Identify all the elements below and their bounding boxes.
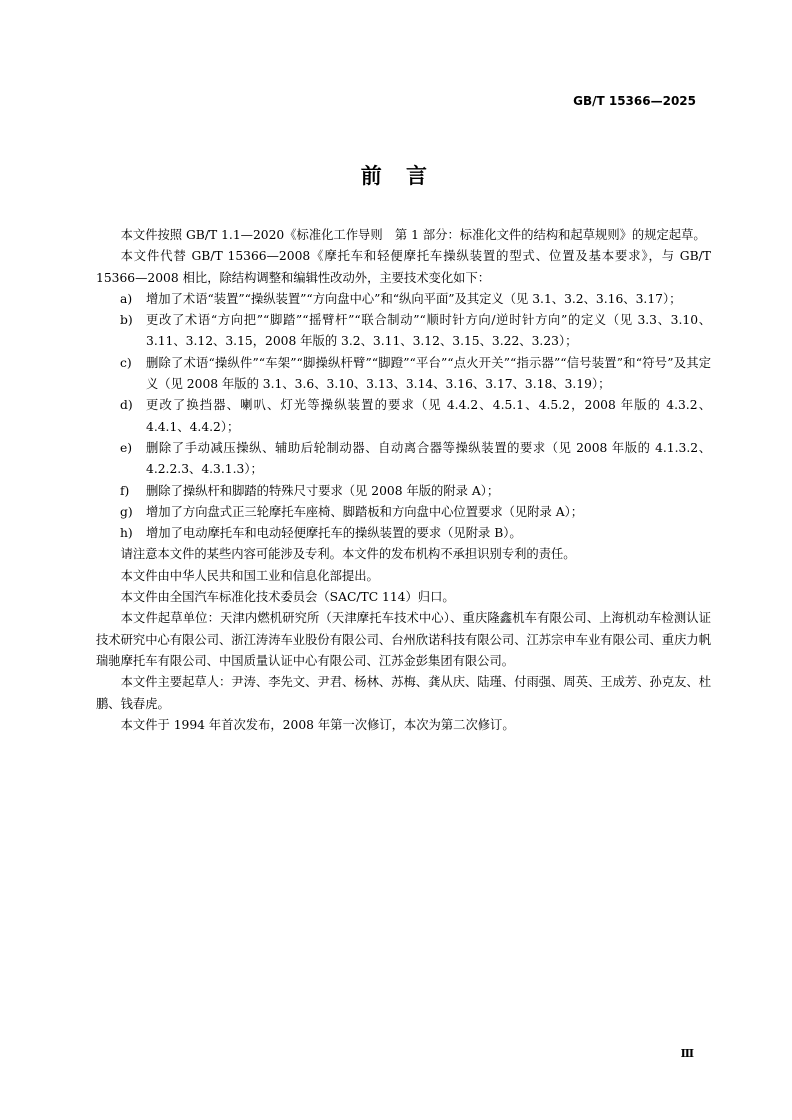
list-item	[120, 523, 711, 544]
list-item-text: 增加了术语“装置”“操纵装置”“方向盘中心”和“纵向平面”及其定义（见 3.1、3.2、3.16、3.17）；	[146, 291, 682, 306]
page-number: Ⅲ	[680, 1047, 694, 1060]
list-item-text: 增加了方向盘式正三轮摩托车座椅、脚踏板和方向盘中心位置要求（见附录 A）；	[146, 504, 584, 519]
paragraph-drafting-units: 本文件起草单位：天津内燃机研究所（天津摩托车技术中心）、重庆隆鑫机车有限公司、上海机动车检测认证技术研究中心有限公司、浙江涛涛车业股份有限公司、台州欣诺科技有限公司、江苏宗申车业有限公司、重庆力帆瑞驰摩托车有限公司、中国质量认证中心有限公司、江苏金彭集团有限公司。	[96, 611, 711, 668]
list-marker: g)	[120, 504, 133, 519]
changes-list	[96, 289, 711, 545]
list-item-text: 更改了术语“方向把”“脚踏”“摇臂杆”“联合制动”“顺时针方向/逆时针方向”的定义（见 3.3、3.10、3.11、3.12、3.15，2008 年版的 3.2、3.11、3.12、3.15、3.22、3.23）；	[146, 313, 711, 349]
paragraph-history: 本文件于 1994 年首次发布，2008 年第一次修订，本次为第二次修订。	[120, 717, 515, 732]
list-item-text: 删除了术语“操纵件”“车架”“脚操纵杆臂”“脚蹬”“平台”“点火开关”“指示器”“信号装置”和“符号”及其定义（见 2008 年版的 3.1、3.6、3.10、3.13、3.14、3.16、3.17、3.18、3.19）；	[146, 355, 711, 392]
page-title	[0, 160, 792, 190]
list-item-text: 删除了操纵杆和脚踏的特殊尺寸要求（见 2008 年版的附录 A）；	[146, 483, 500, 498]
list-item-text: 更改了换挡器、喇叭、灯光等操纵装置的要求（见 4.4.2、4.5.1、4.5.2，2008 年版的 4.3.2、4.4.1、4.4.2）；	[146, 398, 711, 434]
list-marker: c)	[120, 355, 132, 370]
list-item	[120, 289, 711, 310]
list-marker: f)	[120, 483, 130, 498]
list-item-text: 删除了手动减压操纵、辅助后轮制动器、自动离合器等操纵装置的要求（见 2008 年版的 4.1.3.2、4.2.2.3、4.3.1.3）；	[146, 440, 711, 477]
paragraph-proposer: 本文件由中华人民共和国工业和信息化部提出。	[120, 568, 379, 583]
paragraph-patent-notice: 请注意本文件的某些内容可能涉及专利。本文件的发布机构不承担识别专利的责任。	[120, 547, 576, 562]
list-marker: e)	[120, 440, 133, 455]
title-char-1: 前	[360, 164, 386, 188]
list-item	[120, 438, 711, 481]
list-item	[120, 395, 711, 438]
list-item	[120, 353, 711, 396]
list-marker: a)	[120, 291, 133, 306]
list-marker: d)	[120, 398, 133, 413]
paragraph-drafters: 本文件主要起草人：尹涛、李先文、尹君、杨林、苏梅、龚从庆、陆瑾、付雨强、周英、王成芳、孙克友、杜鹏、钱春虎。	[96, 675, 711, 711]
paragraph-committee: 本文件由全国汽车标准化技术委员会（SAC/TC 114）归口。	[120, 590, 455, 605]
list-item	[120, 481, 711, 502]
list-marker: b)	[120, 313, 133, 328]
paragraph-drafting-rules: 本文件按照 GB/T 1.1—2020《标准化工作导则 第 1 部分：标准化文件的结构和起草规则》的规定起草。	[120, 228, 706, 242]
foreword-body	[96, 225, 711, 736]
title-char-2: 言	[406, 164, 432, 188]
list-item	[120, 502, 711, 523]
paragraph-replacement: 本文件代替 GB/T 15366—2008《摩托车和轻便摩托车操纵装置的型式、位置及基本要求》，与 GB/T 15366—2008 相比，除结构调整和编辑性改动外，主要技术变化如下：	[96, 249, 711, 285]
list-item-text: 增加了电动摩托车和电动轻便摩托车的操纵装置的要求（见附录 B）。	[146, 526, 522, 541]
standard-code: GB/T 15366—2025	[573, 94, 696, 108]
list-marker: h)	[120, 526, 133, 541]
list-item	[120, 310, 711, 353]
